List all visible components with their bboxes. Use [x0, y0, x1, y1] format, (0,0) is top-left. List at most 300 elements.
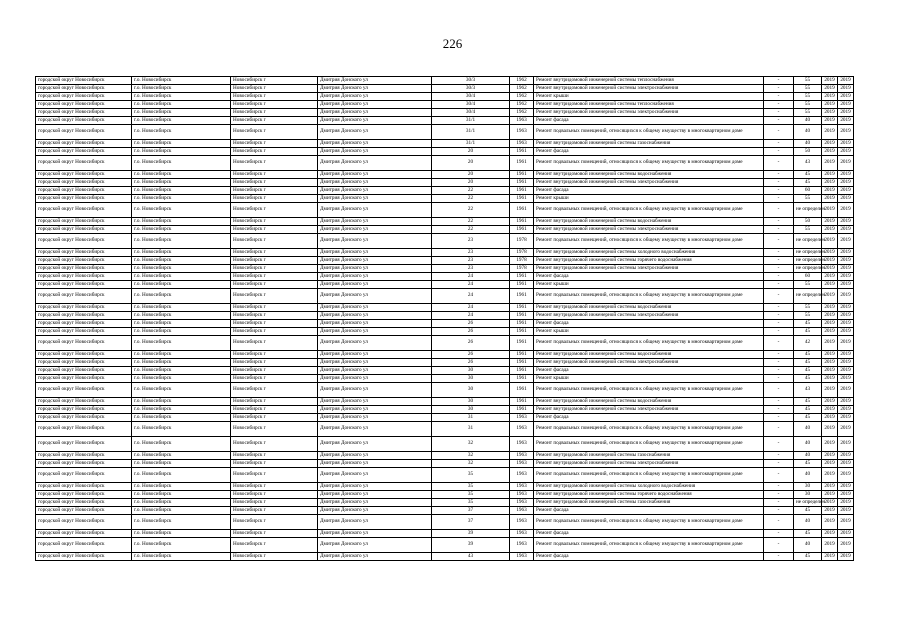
cell-value: не определен [794, 234, 822, 249]
cell-dash: - [764, 320, 794, 328]
cell-okrug: городской округ Новосибирск [36, 422, 132, 437]
cell-year-start: 2019 [822, 93, 838, 101]
cell-dash: - [764, 109, 794, 117]
cell-value: 55 [794, 77, 822, 85]
cell-work: Ремонт подвальных помещений, относящихся к общему имуществу в многоквартирном доме [534, 336, 764, 351]
cell-year-start: 2019 [822, 77, 838, 85]
cell-dash: - [764, 483, 794, 491]
cell-year-end: 2019 [838, 226, 854, 234]
cell-street: Дмитрия Донского ул [318, 312, 432, 320]
cell-work: Ремонт внутридомовой инженерной системы электроснабжения [534, 265, 764, 273]
table-row [36, 156, 854, 171]
cell-work: Ремонт внутридомовой инженерной системы электроснабжения [534, 460, 764, 468]
cell-dash: - [764, 93, 794, 101]
table-row [36, 148, 854, 156]
cell-year: 1961 [510, 171, 534, 179]
cell-settlement: Новосибирск г [231, 304, 318, 312]
cell-work: Ремонт фасада [534, 530, 764, 538]
table-row [36, 375, 854, 383]
cell-work: Ремонт внутридомовой инженерной системы водоснабжения [534, 304, 764, 312]
cell-value: 45 [794, 320, 822, 328]
cell-street: Дмитрия Донского ул [318, 148, 432, 156]
cell-year-end: 2019 [838, 289, 854, 304]
cell-year-end: 2019 [838, 265, 854, 273]
table-row [36, 117, 854, 125]
cell-okrug: городской округ Новосибирск [36, 281, 132, 289]
cell-settlement: Новосибирск г [231, 328, 318, 336]
cell-year: 1961 [510, 351, 534, 359]
cell-dash: - [764, 171, 794, 179]
cell-settlement: Новосибирск г [231, 336, 318, 351]
cell-okrug: городской округ Новосибирск [36, 101, 132, 109]
cell-house: 26 [432, 320, 510, 328]
cell-settlement: Новосибирск г [231, 226, 318, 234]
cell-dash: - [764, 414, 794, 422]
cell-year-end: 2019 [838, 452, 854, 460]
cell-okrug: городской округ Новосибирск [36, 507, 132, 515]
cell-year-start: 2019 [822, 351, 838, 359]
cell-work: Ремонт внутридомовой инженерной системы электроснабжения [534, 312, 764, 320]
cell-dash: - [764, 437, 794, 452]
cell-street: Дмитрия Донского ул [318, 156, 432, 171]
cell-street: Дмитрия Донского ул [318, 398, 432, 406]
cell-year: 1963 [510, 483, 534, 491]
cell-year-end: 2019 [838, 273, 854, 281]
cell-value: не определен [794, 499, 822, 507]
table-row [36, 187, 854, 195]
cell-year-end: 2019 [838, 437, 854, 452]
cell-street: Дмитрия Донского ул [318, 171, 432, 179]
cell-municipality: г.о. Новосибирск [132, 289, 231, 304]
cell-settlement: Новосибирск г [231, 375, 318, 383]
cell-value: 55 [794, 85, 822, 93]
cell-street: Дмитрия Донского ул [318, 257, 432, 265]
cell-okrug: городской округ Новосибирск [36, 336, 132, 351]
cell-okrug: городской округ Новосибирск [36, 359, 132, 367]
cell-okrug: городской округ Новосибирск [36, 515, 132, 530]
cell-house: 30/3 [432, 85, 510, 93]
cell-okrug: городской округ Новосибирск [36, 375, 132, 383]
cell-okrug: городской округ Новосибирск [36, 468, 132, 483]
cell-municipality: г.о. Новосибирск [132, 125, 231, 140]
cell-settlement: Новосибирск г [231, 187, 318, 195]
cell-work: Ремонт фасада [534, 187, 764, 195]
table-row [36, 460, 854, 468]
cell-year-end: 2019 [838, 336, 854, 351]
cell-house: 31/1 [432, 140, 510, 148]
cell-municipality: г.о. Новосибирск [132, 406, 231, 414]
table-row [36, 367, 854, 375]
cell-year-end: 2019 [838, 156, 854, 171]
cell-street: Дмитрия Донского ул [318, 328, 432, 336]
cell-settlement: Новосибирск г [231, 171, 318, 179]
cell-year-start: 2019 [822, 218, 838, 226]
cell-house: 20 [432, 156, 510, 171]
cell-work: Ремонт подвальных помещений, относящихся к общему имуществу в многоквартирном доме [534, 468, 764, 483]
cell-okrug: городской округ Новосибирск [36, 125, 132, 140]
cell-year-end: 2019 [838, 460, 854, 468]
cell-year-end: 2019 [838, 109, 854, 117]
cell-work: Ремонт внутридомовой инженерной системы холодного водоснабжения [534, 483, 764, 491]
cell-house: 31 [432, 422, 510, 437]
cell-settlement: Новосибирск г [231, 109, 318, 117]
cell-settlement: Новосибирск г [231, 320, 318, 328]
cell-year: 1961 [510, 281, 534, 289]
cell-year-start: 2019 [822, 383, 838, 398]
cell-work: Ремонт внутридомовой инженерной системы водоснабжения [534, 218, 764, 226]
cell-dash: - [764, 77, 794, 85]
cell-work: Ремонт фасада [534, 320, 764, 328]
cell-street: Дмитрия Донского ул [318, 226, 432, 234]
cell-house: 30/4 [432, 109, 510, 117]
cell-street: Дмитрия Донского ул [318, 109, 432, 117]
cell-year-start: 2019 [822, 538, 838, 553]
cell-municipality: г.о. Новосибирск [132, 422, 231, 437]
cell-municipality: г.о. Новосибирск [132, 328, 231, 336]
cell-year: 1963 [510, 422, 534, 437]
table-row [36, 328, 854, 336]
cell-year-start: 2019 [822, 187, 838, 195]
table-row [36, 125, 854, 140]
cell-year-start: 2019 [822, 398, 838, 406]
cell-year-end: 2019 [838, 249, 854, 257]
cell-value: 42 [794, 336, 822, 351]
cell-okrug: городской округ Новосибирск [36, 187, 132, 195]
cell-year-end: 2019 [838, 359, 854, 367]
cell-value: 40 [794, 538, 822, 553]
cell-year: 1961 [510, 336, 534, 351]
cell-work: Ремонт внутридомовой инженерной системы горячего водоснабжения [534, 491, 764, 499]
cell-dash: - [764, 553, 794, 561]
cell-value: 40 [794, 468, 822, 483]
cell-settlement: Новосибирск г [231, 281, 318, 289]
cell-okrug: городской округ Новосибирск [36, 226, 132, 234]
cell-dash: - [764, 304, 794, 312]
cell-okrug: городской округ Новосибирск [36, 398, 132, 406]
cell-street: Дмитрия Донского ул [318, 483, 432, 491]
cell-street: Дмитрия Донского ул [318, 249, 432, 257]
cell-settlement: Новосибирск г [231, 515, 318, 530]
cell-year-end: 2019 [838, 77, 854, 85]
cell-okrug: городской округ Новосибирск [36, 320, 132, 328]
cell-house: 31/1 [432, 117, 510, 125]
cell-settlement: Новосибирск г [231, 101, 318, 109]
cell-work: Ремонт внутридомовой инженерной системы теплоснабжения [534, 77, 764, 85]
cell-street: Дмитрия Донского ул [318, 538, 432, 553]
cell-dash: - [764, 515, 794, 530]
table-body [36, 77, 854, 561]
cell-year-end: 2019 [838, 234, 854, 249]
cell-street: Дмитрия Донского ул [318, 179, 432, 187]
cell-okrug: городской округ Новосибирск [36, 203, 132, 218]
cell-year: 1961 [510, 398, 534, 406]
cell-settlement: Новосибирск г [231, 468, 318, 483]
cell-house: 30 [432, 375, 510, 383]
cell-street: Дмитрия Донского ул [318, 499, 432, 507]
cell-year-start: 2019 [822, 265, 838, 273]
cell-house: 22 [432, 195, 510, 203]
cell-value: 40 [794, 125, 822, 140]
table-row [36, 422, 854, 437]
cell-year-end: 2019 [838, 85, 854, 93]
cell-year: 1961 [510, 203, 534, 218]
cell-value: 30 [794, 491, 822, 499]
cell-value: 45 [794, 179, 822, 187]
cell-dash: - [764, 218, 794, 226]
cell-year-start: 2019 [822, 125, 838, 140]
cell-municipality: г.о. Новосибирск [132, 77, 231, 85]
cell-okrug: городской округ Новосибирск [36, 156, 132, 171]
cell-dash: - [764, 422, 794, 437]
cell-year-end: 2019 [838, 406, 854, 414]
cell-okrug: городской округ Новосибирск [36, 483, 132, 491]
cell-okrug: городской округ Новосибирск [36, 249, 132, 257]
cell-house: 20 [432, 148, 510, 156]
cell-year: 1962 [510, 93, 534, 101]
cell-municipality: г.о. Новосибирск [132, 460, 231, 468]
cell-year-start: 2019 [822, 109, 838, 117]
cell-street: Дмитрия Донского ул [318, 101, 432, 109]
cell-municipality: г.о. Новосибирск [132, 249, 231, 257]
cell-value: не определен [794, 249, 822, 257]
cell-street: Дмитрия Донского ул [318, 468, 432, 483]
cell-municipality: г.о. Новосибирск [132, 312, 231, 320]
cell-value: 55 [794, 226, 822, 234]
cell-year: 1963 [510, 468, 534, 483]
cell-value: 55 [794, 281, 822, 289]
cell-municipality: г.о. Новосибирск [132, 273, 231, 281]
cell-okrug: городской округ Новосибирск [36, 437, 132, 452]
cell-year-end: 2019 [838, 375, 854, 383]
cell-house: 39 [432, 538, 510, 553]
cell-settlement: Новосибирск г [231, 483, 318, 491]
cell-year-start: 2019 [822, 375, 838, 383]
cell-value: не определен [794, 265, 822, 273]
cell-house: 30 [432, 383, 510, 398]
cell-street: Дмитрия Донского ул [318, 422, 432, 437]
cell-municipality: г.о. Новосибирск [132, 320, 231, 328]
cell-municipality: г.о. Новосибирск [132, 553, 231, 561]
cell-municipality: г.о. Новосибирск [132, 109, 231, 117]
cell-dash: - [764, 452, 794, 460]
cell-value: 45 [794, 460, 822, 468]
cell-street: Дмитрия Донского ул [318, 530, 432, 538]
cell-house: 31/1 [432, 125, 510, 140]
cell-okrug: городской округ Новосибирск [36, 117, 132, 125]
cell-okrug: городской округ Новосибирск [36, 499, 132, 507]
cell-street: Дмитрия Донского ул [318, 491, 432, 499]
cell-year: 1961 [510, 289, 534, 304]
cell-work: Ремонт внутридомовой инженерной системы водоснабжения [534, 171, 764, 179]
cell-year-end: 2019 [838, 171, 854, 179]
cell-year-start: 2019 [822, 273, 838, 281]
cell-okrug: городской округ Новосибирск [36, 273, 132, 281]
cell-municipality: г.о. Новосибирск [132, 234, 231, 249]
cell-house: 24 [432, 281, 510, 289]
cell-dash: - [764, 117, 794, 125]
cell-municipality: г.о. Новосибирск [132, 281, 231, 289]
cell-house: 37 [432, 515, 510, 530]
cell-dash: - [764, 265, 794, 273]
cell-dash: - [764, 273, 794, 281]
cell-okrug: городской округ Новосибирск [36, 289, 132, 304]
table-row [36, 203, 854, 218]
cell-year-end: 2019 [838, 538, 854, 553]
cell-year-start: 2019 [822, 320, 838, 328]
cell-house: 20 [432, 179, 510, 187]
cell-year-start: 2019 [822, 304, 838, 312]
cell-value: 55 [794, 195, 822, 203]
cell-house: 31 [432, 414, 510, 422]
cell-year-start: 2019 [822, 414, 838, 422]
table-row [36, 507, 854, 515]
cell-street: Дмитрия Донского ул [318, 218, 432, 226]
cell-work: Ремонт внутридомовой инженерной системы теплоснабжения [534, 101, 764, 109]
table-row [36, 273, 854, 281]
cell-street: Дмитрия Донского ул [318, 140, 432, 148]
cell-work: Ремонт внутридомовой инженерной системы электроснабжения [534, 85, 764, 93]
cell-street: Дмитрия Донского ул [318, 265, 432, 273]
cell-settlement: Новосибирск г [231, 179, 318, 187]
table-row [36, 218, 854, 226]
cell-value: 40 [794, 452, 822, 460]
cell-year-end: 2019 [838, 304, 854, 312]
cell-municipality: г.о. Новосибирск [132, 156, 231, 171]
cell-house: 39 [432, 530, 510, 538]
cell-settlement: Новосибирск г [231, 125, 318, 140]
cell-value: 45 [794, 367, 822, 375]
cell-year-start: 2019 [822, 491, 838, 499]
cell-work: Ремонт внутридомовой инженерной системы электроснабжения [534, 226, 764, 234]
cell-value: 45 [794, 359, 822, 367]
cell-house: 43 [432, 553, 510, 561]
cell-year-start: 2019 [822, 171, 838, 179]
cell-street: Дмитрия Донского ул [318, 406, 432, 414]
cell-year: 1961 [510, 304, 534, 312]
cell-settlement: Новосибирск г [231, 507, 318, 515]
cell-year-end: 2019 [838, 351, 854, 359]
cell-year-end: 2019 [838, 312, 854, 320]
cell-street: Дмитрия Донского ул [318, 77, 432, 85]
cell-value: 60 [794, 187, 822, 195]
cell-settlement: Новосибирск г [231, 367, 318, 375]
cell-dash: - [764, 312, 794, 320]
cell-value: 45 [794, 406, 822, 414]
cell-street: Дмитрия Донского ул [318, 414, 432, 422]
cell-year: 1978 [510, 265, 534, 273]
cell-year-end: 2019 [838, 530, 854, 538]
cell-year: 1961 [510, 312, 534, 320]
cell-value: 45 [794, 507, 822, 515]
cell-settlement: Новосибирск г [231, 460, 318, 468]
cell-dash: - [764, 226, 794, 234]
cell-work: Ремонт подвальных помещений, относящихся к общему имуществу в многоквартирном доме [534, 156, 764, 171]
cell-value: 55 [794, 304, 822, 312]
cell-year: 1961 [510, 148, 534, 156]
cell-year: 1963 [510, 414, 534, 422]
cell-work: Ремонт внутридомовой инженерной системы электроснабжения [534, 109, 764, 117]
cell-municipality: г.о. Новосибирск [132, 538, 231, 553]
page-number: 226 [442, 36, 463, 51]
table-row [36, 140, 854, 148]
cell-dash: - [764, 398, 794, 406]
cell-year-end: 2019 [838, 422, 854, 437]
cell-value: 40 [794, 140, 822, 148]
cell-year-start: 2019 [822, 437, 838, 452]
cell-municipality: г.о. Новосибирск [132, 195, 231, 203]
cell-dash: - [764, 101, 794, 109]
cell-settlement: Новосибирск г [231, 422, 318, 437]
cell-value: 55 [794, 109, 822, 117]
cell-work: Ремонт внутридомовой инженерной системы электроснабжения [534, 179, 764, 187]
cell-municipality: г.о. Новосибирск [132, 468, 231, 483]
table-row [36, 437, 854, 452]
cell-house: 26 [432, 359, 510, 367]
cell-settlement: Новосибирск г [231, 249, 318, 257]
cell-year-start: 2019 [822, 483, 838, 491]
cell-municipality: г.о. Новосибирск [132, 530, 231, 538]
cell-value: 45 [794, 398, 822, 406]
cell-year-start: 2019 [822, 234, 838, 249]
cell-work: Ремонт подвальных помещений, относящихся к общему имуществу в многоквартирном доме [534, 538, 764, 553]
cell-street: Дмитрия Донского ул [318, 553, 432, 561]
cell-okrug: городской округ Новосибирск [36, 109, 132, 117]
cell-municipality: г.о. Новосибирск [132, 359, 231, 367]
table-row [36, 320, 854, 328]
cell-work: Ремонт фасада [534, 148, 764, 156]
cell-work: Ремонт крыши [534, 328, 764, 336]
cell-dash: - [764, 468, 794, 483]
cell-value: 55 [794, 93, 822, 101]
cell-work: Ремонт подвальных помещений, относящихся к общему имуществу в многоквартирном доме [534, 234, 764, 249]
cell-settlement: Новосибирск г [231, 77, 318, 85]
cell-year: 1962 [510, 85, 534, 93]
cell-okrug: городской округ Новосибирск [36, 218, 132, 226]
table-row [36, 336, 854, 351]
cell-house: 24 [432, 304, 510, 312]
cell-year-end: 2019 [838, 203, 854, 218]
cell-okrug: городской округ Новосибирск [36, 351, 132, 359]
cell-work: Ремонт внутридомовой инженерной системы электроснабжения [534, 359, 764, 367]
cell-street: Дмитрия Донского ул [318, 437, 432, 452]
cell-settlement: Новосибирск г [231, 218, 318, 226]
cell-street: Дмитрия Донского ул [318, 460, 432, 468]
cell-municipality: г.о. Новосибирск [132, 93, 231, 101]
cell-settlement: Новосибирск г [231, 530, 318, 538]
cell-value: 40 [794, 437, 822, 452]
cell-settlement: Новосибирск г [231, 289, 318, 304]
table-row [36, 281, 854, 289]
cell-work: Ремонт фасада [534, 273, 764, 281]
cell-work: Ремонт фасада [534, 117, 764, 125]
cell-work: Ремонт крыши [534, 195, 764, 203]
cell-settlement: Новосибирск г [231, 553, 318, 561]
cell-street: Дмитрия Донского ул [318, 367, 432, 375]
cell-year-end: 2019 [838, 195, 854, 203]
cell-municipality: г.о. Новосибирск [132, 336, 231, 351]
cell-year-start: 2019 [822, 422, 838, 437]
cell-dash: - [764, 375, 794, 383]
cell-year-end: 2019 [838, 140, 854, 148]
cell-settlement: Новосибирск г [231, 538, 318, 553]
cell-year: 1963 [510, 460, 534, 468]
cell-year: 1962 [510, 101, 534, 109]
cell-okrug: городской округ Новосибирск [36, 491, 132, 499]
cell-year-end: 2019 [838, 553, 854, 561]
table-row [36, 93, 854, 101]
cell-municipality: г.о. Новосибирск [132, 367, 231, 375]
table-row [36, 226, 854, 234]
